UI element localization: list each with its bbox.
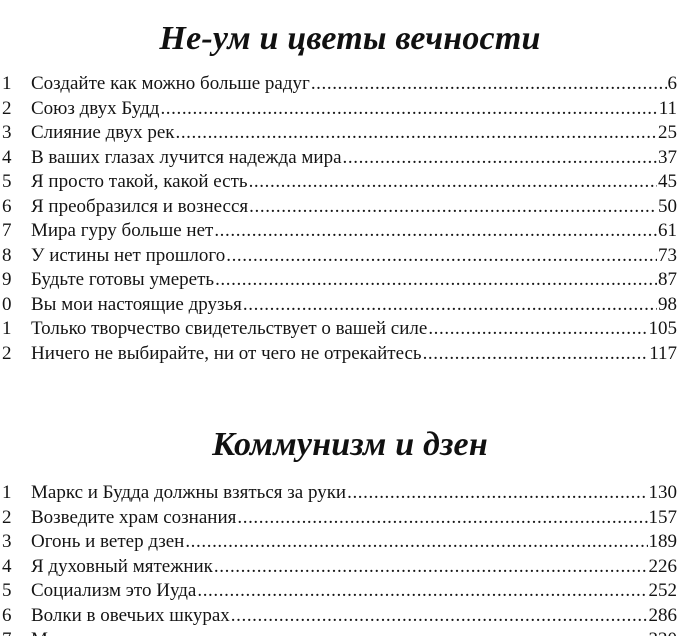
dot-leader <box>215 268 657 292</box>
entry-page-number: 45 <box>658 171 677 192</box>
dot-leader <box>423 342 649 366</box>
entry-title: Будьте готовы умереть <box>31 269 215 290</box>
entry-title: Создайте как можно больше радуг <box>31 73 310 94</box>
entry-number: 8 <box>2 244 12 266</box>
entry-title: Социализм это Иуда <box>31 580 197 601</box>
toc-entry[interactable] <box>0 97 700 122</box>
entry-number: 1 <box>2 318 12 339</box>
dot-leader <box>428 317 647 341</box>
entry-page-number: 157 <box>648 506 677 528</box>
toc-entry[interactable] <box>0 293 700 318</box>
entry-number: 5 <box>2 171 12 192</box>
toc-entry[interactable] <box>0 72 700 97</box>
entry-title: Только творчество свидетельствует о вашей силе <box>31 318 428 339</box>
toc-entry[interactable] <box>0 195 700 220</box>
toc-entry[interactable] <box>0 268 700 293</box>
entry-page-number: 37 <box>658 146 677 168</box>
entry-title: Мира гуру больше нет <box>31 220 214 241</box>
toc-entry[interactable] <box>0 506 700 531</box>
entry-title: Вы мои настоящие друзья <box>31 293 242 315</box>
dot-leader <box>226 244 657 268</box>
entry-title: Я преобразился и вознесся <box>31 195 249 217</box>
entry-page-number: 117 <box>649 342 677 364</box>
dot-leader <box>185 530 647 554</box>
entry-title: Я просто такой, какой есть <box>31 171 248 192</box>
toc-entry[interactable] <box>0 121 700 146</box>
section-title-2: Коммунизм и дзен <box>212 426 488 463</box>
entry-title: Ничего не выбирайте, ни от чего не отрекайтесь <box>31 342 422 364</box>
entry-number: 1 <box>2 482 12 503</box>
entry-page-number: 61 <box>658 220 677 241</box>
dot-leader <box>237 506 647 530</box>
entry-number: 6 <box>2 195 12 217</box>
entry-page-number: 11 <box>658 97 677 119</box>
toc-list-1 <box>0 72 700 366</box>
dot-leader <box>249 170 657 194</box>
dot-leader <box>343 146 657 170</box>
entry-number: 3 <box>2 531 12 552</box>
toc-entry[interactable] <box>0 146 700 171</box>
entry-number: 2 <box>2 506 12 528</box>
toc-entry[interactable] <box>0 244 700 269</box>
entry-number: 5 <box>2 580 12 601</box>
entry-title: Союз двух Будд <box>31 97 160 119</box>
entry-number: 3 <box>2 122 12 143</box>
dot-leader <box>175 121 657 145</box>
toc-entry[interactable] <box>0 530 700 555</box>
toc-entry[interactable] <box>0 579 700 604</box>
dot-leader <box>311 72 667 96</box>
entry-title: Слияние двух рек <box>31 122 175 143</box>
entry-page-number: 87 <box>658 269 677 290</box>
dot-leader <box>160 97 657 121</box>
entry-title: В ваших глазах лучится надежда мира <box>31 146 342 168</box>
entry-title: Возведите храм сознания <box>31 506 237 528</box>
entry-number: 4 <box>2 555 12 577</box>
toc-entry[interactable] <box>0 342 700 367</box>
toc-entry[interactable] <box>0 604 700 629</box>
entry-page-number: 252 <box>648 580 677 601</box>
entry-number: 6 <box>2 604 12 626</box>
entry-number: 2 <box>2 342 12 364</box>
entry-page-number: 50 <box>658 195 677 217</box>
entry-page-number: 73 <box>658 244 677 266</box>
entry-number: 4 <box>2 146 12 168</box>
toc-entry[interactable] <box>0 219 700 244</box>
dot-leader <box>243 293 657 317</box>
entry-page-number: 130 <box>648 482 677 503</box>
dot-leader <box>214 555 648 579</box>
dot-leader <box>214 219 657 243</box>
toc-list-2 <box>0 481 700 644</box>
entry-title: Огонь и ветер дзен <box>31 531 185 552</box>
entry-number: 9 <box>2 269 12 290</box>
entry-number: 2 <box>2 97 12 119</box>
entry-number: 1 <box>2 73 12 94</box>
entry-number: 7 <box>2 220 12 241</box>
entry-page-number: 6 <box>667 73 677 94</box>
entry-number: 0 <box>2 293 12 315</box>
toc-entry[interactable] <box>0 317 700 342</box>
dot-leader <box>231 604 648 628</box>
toc-entry[interactable] <box>0 481 700 506</box>
entry-page-number: 189 <box>648 531 677 552</box>
entry-title: Волки в овечьих шкурах <box>31 604 230 626</box>
toc-entry[interactable] <box>0 555 700 580</box>
dot-leader <box>197 579 647 603</box>
toc-entry[interactable] <box>0 170 700 195</box>
entry-title: Маркс и Будда должны взяться за руки <box>31 482 347 503</box>
entry-title: Я духовный мятежник <box>31 555 213 577</box>
entry-title: У истины нет прошлого <box>31 244 226 266</box>
entry-page-number: 105 <box>648 318 677 339</box>
page-crop-edge <box>0 636 700 644</box>
dot-leader <box>249 195 657 219</box>
dot-leader <box>347 481 647 505</box>
section-title-1: Не-ум и цветы вечности <box>159 20 541 57</box>
entry-page-number: 286 <box>648 604 677 626</box>
entry-page-number: 98 <box>658 293 677 315</box>
entry-page-number: 25 <box>658 122 677 143</box>
entry-page-number: 226 <box>648 555 677 577</box>
